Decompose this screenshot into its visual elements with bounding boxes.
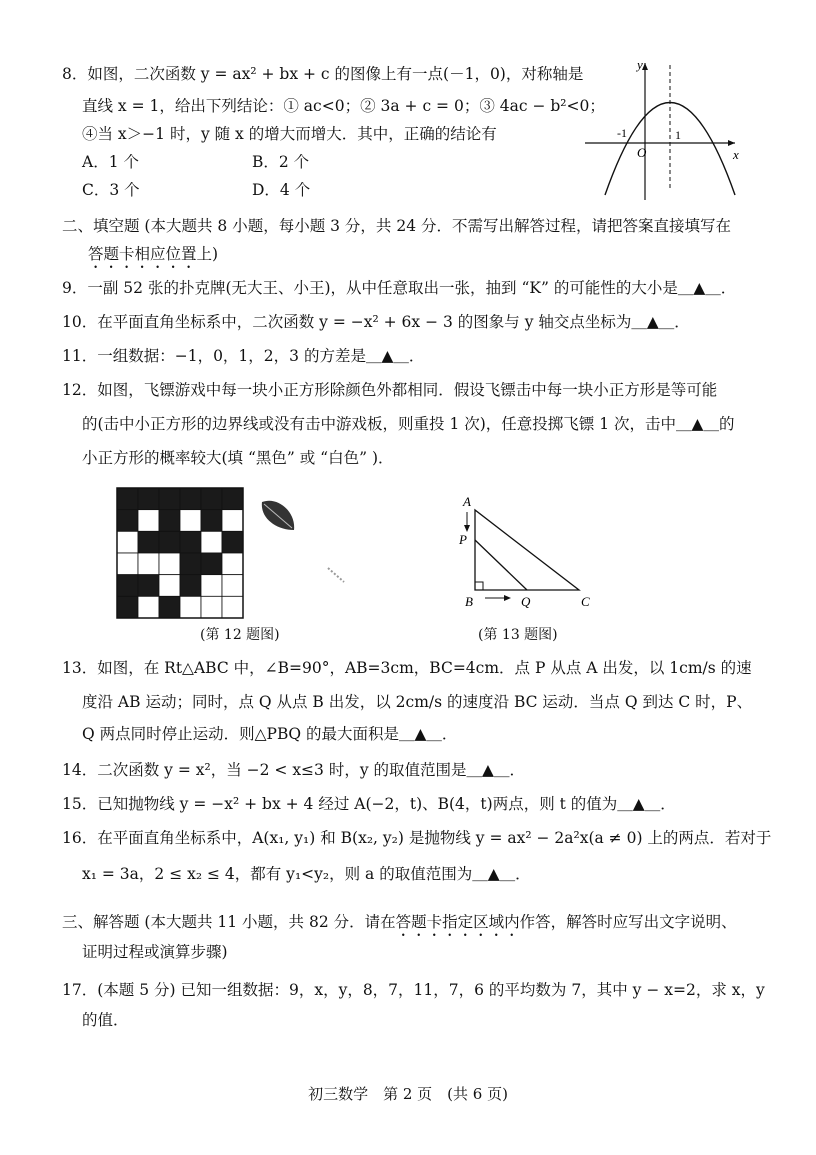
black-square	[138, 575, 159, 597]
q14-text: 14．二次函数 y = x²，当 −2 < x≤3 时，y 的取值范围是＿▲＿．	[62, 761, 525, 779]
graph-neg1-label: -1	[617, 126, 627, 140]
graph-origin-label: O	[637, 145, 647, 160]
section2-heading-line1: 二、填空题 (本大题共 8 小题，每小题 3 分，共 24 分．不需写出解答过程，请把答案直接填写在	[62, 217, 731, 235]
white-square	[180, 596, 201, 618]
black-square	[117, 575, 138, 597]
q12-line1: 12．如图，飞镖游戏中每一块小正方形除颜色外都相同．假设飞镖击中每一块小正方形是等可能	[62, 381, 718, 399]
fig12-caption: (第 12 题图)	[200, 627, 280, 643]
white-square	[222, 596, 243, 618]
white-square	[222, 553, 243, 575]
q8-option-a: A．1 个	[82, 153, 139, 171]
black-square	[201, 510, 222, 532]
white-square	[201, 531, 222, 553]
q16-line1: 16．在平面直角坐标系中，A(x₁, y₁) 和 B(x₂, y₂) 是抛物线 y = ax² − 2a²x(a ≠ 0) 上的两点．若对于	[62, 829, 772, 847]
fig13-triangle	[455, 494, 605, 609]
section3-heading-line1	[62, 912, 737, 940]
section2-heading-line2	[88, 244, 218, 272]
q16-line2: x₁ = 3a，2 ≤ x₂ ≤ 4，都有 y₁<y₂，则 a 的取值范围为＿▲＿．	[82, 865, 531, 883]
q10-text: 10．在平面直角坐标系中，二次函数 y = −x² + 6x − 3 的图象与 y 轴交点坐标为＿▲＿．	[62, 313, 690, 331]
white-square	[159, 553, 180, 575]
fig13-label-c: C	[581, 594, 590, 609]
black-square	[159, 510, 180, 532]
white-square	[117, 553, 138, 575]
fig13-label-a: A	[463, 494, 471, 509]
q8-option-d: D．4 个	[252, 181, 311, 199]
q9-text: 9．一副 52 张的扑克牌(无大王、小王)，从中任意取出一张，抽到 “K” 的可能性的大小是＿▲＿．	[62, 279, 737, 297]
white-square	[138, 510, 159, 532]
black-square	[180, 575, 201, 597]
black-square	[201, 553, 222, 575]
white-square	[201, 596, 222, 618]
fig13-label-p: P	[459, 532, 467, 547]
fig13-label-b: B	[465, 594, 473, 609]
q15-text: 15．已知抛物线 y = −x² + bx + 4 经过 A(−2，t)、B(4，t)两点，则 t 的值为＿▲＿．	[62, 795, 676, 813]
section3-heading-a: 三、解答题 (本大题共 11 小题，共 82 分．请在	[62, 913, 396, 931]
black-square	[159, 596, 180, 618]
section2-emphasis: 答题卡相应位置	[88, 245, 197, 263]
fig13-caption: (第 13 题图)	[478, 627, 558, 643]
white-square	[117, 531, 138, 553]
white-square	[159, 575, 180, 597]
q8-line3: ④当 x＞−1 时，y 随 x 的增大而增大．其中，正确的结论有	[82, 125, 497, 143]
black-square	[159, 531, 180, 553]
section3-emphasis: 答题卡指定区域内	[395, 913, 520, 931]
graph-1-label: 1	[675, 128, 681, 142]
black-square	[222, 531, 243, 553]
q17-line2: 的值．	[82, 1011, 129, 1029]
q8-option-c: C．3 个	[82, 181, 140, 199]
section3-heading-c: 作答，解答时应写出文字说明、	[519, 913, 737, 931]
q13-line3: Q 两点同时停止运动．则△PBQ 的最大面积是＿▲＿．	[82, 725, 458, 743]
q17-line1: 17．(本题 5 分) 已知一组数据：9，x，y，8，7，11，7，6 的平均数为 7，其中 y − x=2，求 x，y	[62, 981, 765, 999]
white-square	[180, 510, 201, 532]
q8-option-b: B．2 个	[252, 153, 310, 171]
white-square	[222, 575, 243, 597]
black-square	[117, 488, 138, 510]
q11-text: 11．一组数据：−1，0，1，2，3 的方差是＿▲＿．	[62, 347, 425, 365]
black-square	[222, 488, 243, 510]
q8-line1: 8．如图，二次函数 y = ax² + bx + c 的图像上有一点(－1，0)，对称轴是	[62, 65, 584, 83]
black-square	[159, 488, 180, 510]
black-square	[117, 510, 138, 532]
black-square	[201, 488, 222, 510]
black-square	[180, 553, 201, 575]
section3-heading-line2: 证明过程或演算步骤)	[82, 943, 228, 961]
q13-line1: 13．如图，在 Rt△ABC 中，∠B=90°，AB=3cm，BC=4cm．点 P 从点 A 出发，以 1cm/s 的速	[62, 659, 752, 677]
q8-parabola-graph	[585, 55, 745, 205]
fig12-dart-board	[117, 488, 243, 618]
q12-line3: 小正方形的概率较大(填 “黑色” 或 “白色” )．	[82, 449, 394, 467]
black-square	[138, 488, 159, 510]
white-square	[201, 575, 222, 597]
graph-y-label: y	[637, 57, 643, 72]
black-square	[180, 531, 201, 553]
black-square	[180, 488, 201, 510]
page-footer: 初三数学 第 2 页 (共 6 页)	[308, 1085, 508, 1103]
q8-line2: 直线 x = 1，给出下列结论：① ac<0；② 3a + c = 0；③ 4ac − b²<0；	[82, 97, 605, 115]
dart-tail-icon	[326, 566, 346, 584]
black-square	[117, 596, 138, 618]
q13-line2: 度沿 AB 运动；同时，点 Q 从点 B 出发，以 2cm/s 的速度沿 BC 运动．当点 Q 到达 C 时，P、	[82, 693, 753, 711]
q12-line2: 的(击中小正方形的边界线或没有击中游戏板，则重投 1 次)，任意投掷飞镖 1 次，击中＿▲＿的	[82, 415, 735, 433]
section2-heading-tail: 上)	[196, 245, 219, 263]
black-square	[138, 531, 159, 553]
fig13-label-q: Q	[521, 594, 531, 609]
white-square	[138, 596, 159, 618]
white-square	[222, 510, 243, 532]
graph-x-label: x	[733, 147, 739, 162]
dart-icon	[258, 494, 300, 536]
white-square	[138, 553, 159, 575]
